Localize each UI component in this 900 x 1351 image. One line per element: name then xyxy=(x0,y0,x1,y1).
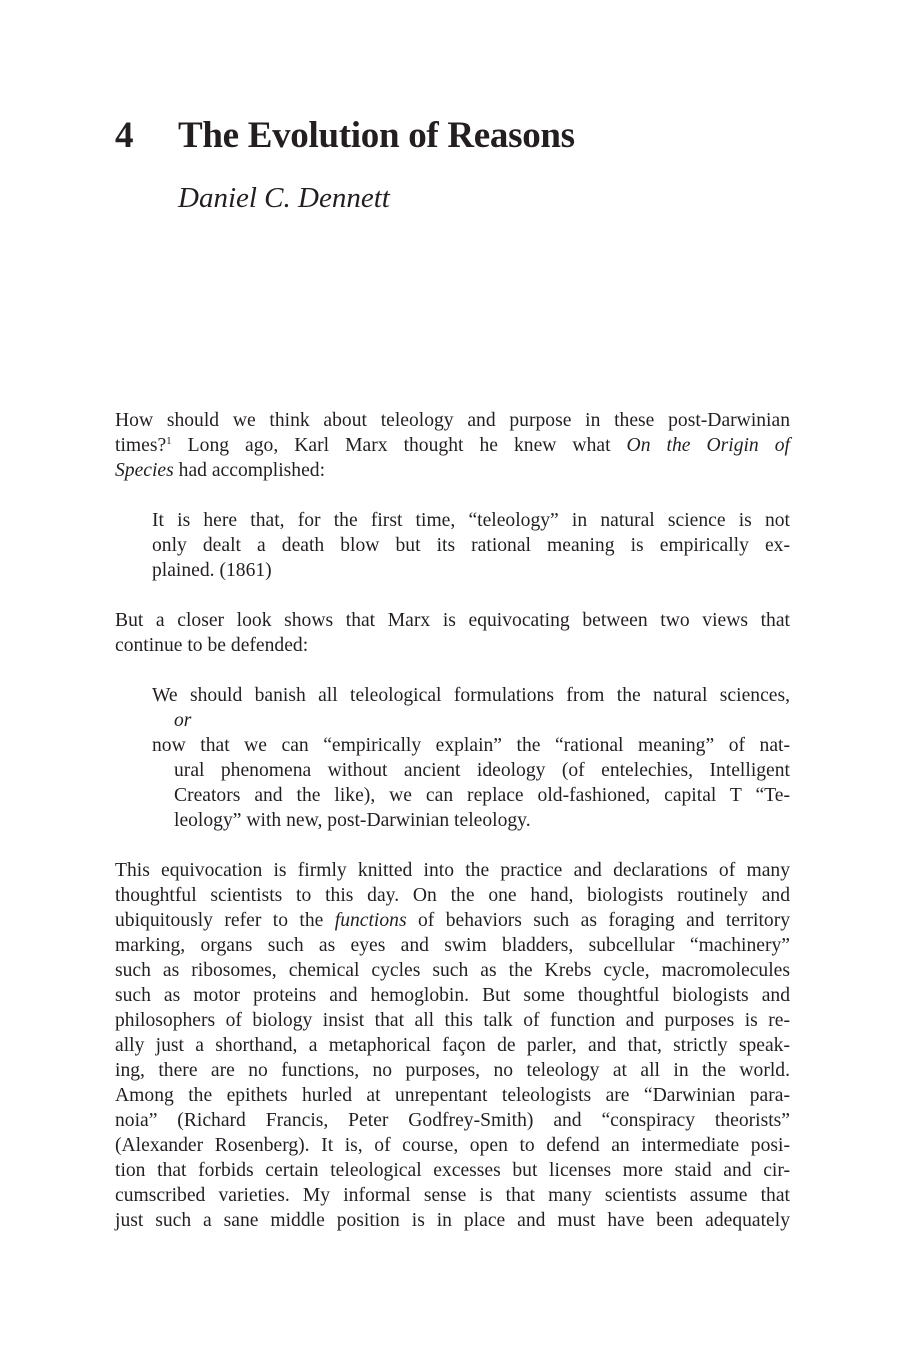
text-run: plained. (1861) xyxy=(152,560,272,581)
text-run: continue to be defended: xyxy=(115,635,309,656)
text-line xyxy=(152,683,790,708)
text-line xyxy=(115,858,790,883)
text-line xyxy=(115,608,790,633)
paragraph-equivocation xyxy=(115,858,790,1233)
text-line xyxy=(152,733,790,758)
text-run: Long ago, Karl Marx thought he knew what xyxy=(171,435,627,456)
text-line xyxy=(115,1183,790,1208)
text-line xyxy=(115,958,790,983)
text-run: times? xyxy=(115,435,167,456)
text-line xyxy=(115,1133,790,1158)
text-run: Creators and the like), we can replace old-fashioned, capital T “Te- xyxy=(174,785,790,806)
text-line xyxy=(115,633,790,658)
text-line xyxy=(115,933,790,958)
text-run: ing, there are no functions, no purposes, no teleology at all in the world. xyxy=(115,1060,790,1081)
text-run: It is here that, for the first time, “teleology” in natural science is not xyxy=(152,510,790,531)
text-run: How should we think about teleology and purpose in these post-Darwinian xyxy=(115,410,790,431)
text-line xyxy=(115,408,790,433)
text-run: only dealt a death blow but its rational meaning is empirically ex- xyxy=(152,535,790,556)
italic-text: functions xyxy=(334,910,407,931)
text-run: now that we can “empirically explain” the “rational meaning” of nat- xyxy=(152,735,790,756)
text-run: This equivocation is firmly knitted into the practice and declarations of many xyxy=(115,860,790,881)
text-run: We should banish all teleological formulations from the natural sciences, xyxy=(152,685,790,706)
text-line xyxy=(115,983,790,1008)
text-line xyxy=(115,883,790,908)
text-line xyxy=(152,808,790,833)
text-run: such as ribosomes, chemical cycles such as the Krebs cycle, macromolecules xyxy=(115,960,790,981)
text-line xyxy=(115,908,790,933)
text-line xyxy=(115,458,790,483)
text-run: ally just a shorthand, a metaphorical façon de parler, and that, strictly speak- xyxy=(115,1035,790,1056)
text-run: thoughtful scientists to this day. On the one hand, biologists routinely and xyxy=(115,885,790,906)
text-line xyxy=(115,1208,790,1233)
text-line xyxy=(115,1158,790,1183)
text-run: such as motor proteins and hemoglobin. But some thoughtful biologists and xyxy=(115,985,790,1006)
italic-text: or xyxy=(174,710,192,731)
text-run: ubiquitously refer to the xyxy=(115,910,335,931)
text-line xyxy=(152,783,790,808)
text-line xyxy=(115,1083,790,1108)
text-line xyxy=(115,1033,790,1058)
views-list xyxy=(152,683,790,833)
text-line xyxy=(152,708,790,733)
chapter-author: Daniel C. Dennett xyxy=(178,182,390,214)
chapter-number: 4 xyxy=(115,115,134,156)
text-line xyxy=(115,1008,790,1033)
italic-text: On the Origin of xyxy=(626,435,790,456)
text-line xyxy=(152,508,790,533)
footnote-marker[interactable]: 1 xyxy=(166,435,172,447)
text-run: marking, organs such as eyes and swim bladders, subcellular “machinery” xyxy=(115,935,790,956)
text-line xyxy=(152,558,790,583)
text-run: of behaviors such as foraging and territory xyxy=(406,910,791,931)
italic-text: Species xyxy=(115,460,174,481)
paragraph-closer-look xyxy=(115,608,790,658)
text-run: ural phenomena without ancient ideology (of entelechies, Intelligent xyxy=(174,760,790,781)
text-run: cumscribed varieties. My informal sense is that many scientists assume that xyxy=(115,1185,790,1206)
text-run: tion that forbids certain teleological excesses but licenses more staid and cir- xyxy=(115,1160,790,1181)
text-line xyxy=(115,433,790,458)
block-quote-marx xyxy=(152,508,790,583)
text-line xyxy=(115,1058,790,1083)
text-run: philosophers of biology insist that all this talk of function and purposes is re- xyxy=(115,1010,790,1031)
text-run: (Alexander Rosenberg). It is, of course, open to defend an intermediate posi- xyxy=(115,1135,790,1156)
text-line xyxy=(115,1108,790,1133)
text-run: Among the epithets hurled at unrepentant teleologists are “Darwinian para- xyxy=(115,1085,790,1106)
text-run: leology” with new, post-Darwinian teleology. xyxy=(174,810,531,831)
text-run: just such a sane middle position is in place and must have been adequately xyxy=(115,1210,790,1231)
text-run: noia” (Richard Francis, Peter Godfrey-Smith) and “conspiracy theorists” xyxy=(115,1110,790,1131)
chapter-title: The Evolution of Reasons xyxy=(178,115,575,156)
text-line xyxy=(152,533,790,558)
text-run: had accomplished: xyxy=(173,460,326,481)
paragraph-intro xyxy=(115,408,790,483)
text-run: But a closer look shows that Marx is equivocating between two views that xyxy=(115,610,790,631)
text-line xyxy=(152,758,790,783)
